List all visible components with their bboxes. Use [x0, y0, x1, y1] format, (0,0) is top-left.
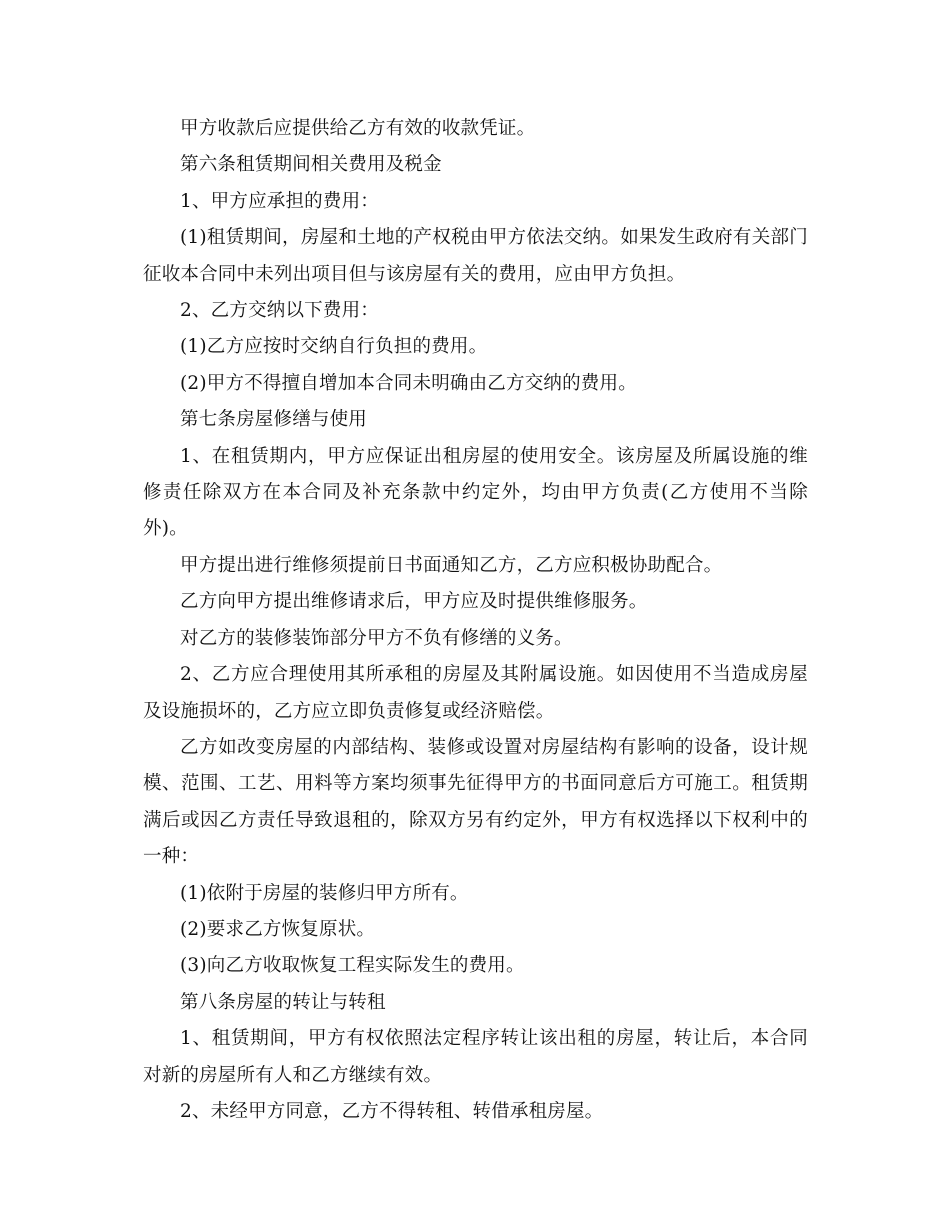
- paragraph-no-sublease: 2、未经甲方同意，乙方不得转租、转借承租房屋。: [180, 1100, 604, 1122]
- paragraph-structure-change: 乙方如改变房屋的内部结构、装修或设置对房屋结构有影响的设备，设计规模、范围、工艺、用料等方案均须事先征得甲方的书面同意后方可施工。租赁期满后或因乙方责任导致退租的，除双方另有约定外，甲方有权选择以下权利中的一种：: [143, 736, 808, 868]
- paragraph-property-tax: (1)租赁期间，房屋和土地的产权税由甲方依法交纳。如果发生政府有关部门征收本合同中未列出项目但与该房屋有关的费用，应由甲方负担。: [143, 227, 808, 285]
- paragraph-party-b-fees: 2、乙方交纳以下费用：: [180, 300, 379, 322]
- document-page: [143, 111, 808, 1130]
- paragraph-proper-use: 2、乙方应合理使用其所承租的房屋及其附属设施。如因使用不当造成房屋及设施损坏的，乙方应立即负责修复或经济赔偿。: [143, 664, 808, 722]
- paragraph-receipt: 甲方收款后应提供给乙方有效的收款凭证。: [180, 118, 536, 139]
- paragraph-repair-request: 乙方向甲方提出维修请求后，甲方应及时提供维修服务。: [180, 591, 648, 613]
- paragraph-option-2: (2)要求乙方恢复原状。: [180, 918, 376, 940]
- paragraph-repair-notice: 甲方提出进行维修须提前日书面通知乙方，乙方应积极协助配合。: [180, 554, 723, 576]
- paragraph-party-a-fees: 1、甲方应承担的费用：: [180, 190, 379, 212]
- paragraph-decoration-no-duty: 对乙方的装修装饰部分甲方不负有修缮的义务。: [180, 627, 573, 649]
- heading-article-6: 第六条租赁期间相关费用及税金: [180, 154, 442, 176]
- paragraph-option-1: (1)依附于房屋的装修归甲方所有。: [180, 882, 469, 904]
- paragraph-party-b-pay-on-time: (1)乙方应按时交纳自行负担的费用。: [180, 336, 488, 358]
- paragraph-transfer: 1、租赁期间，甲方有权依照法定程序转让该出租的房屋，转让后，本合同对新的房屋所有人和乙方继续有效。: [143, 1028, 808, 1086]
- paragraph-no-extra-fees: (2)甲方不得擅自增加本合同未明确由乙方交纳的费用。: [180, 372, 637, 394]
- heading-article-8: 第八条房屋的转让与转租: [180, 991, 386, 1013]
- paragraph-option-3: (3)向乙方收取恢复工程实际发生的费用。: [180, 955, 525, 977]
- paragraph-safety-repair: 1、在租赁期内，甲方应保证出租房屋的使用安全。该房屋及所属设施的维修责任除双方在本合同及补充条款中约定外，均由甲方负责(乙方使用不当除外)。: [143, 445, 808, 540]
- heading-article-7: 第七条房屋修缮与使用: [180, 409, 368, 431]
